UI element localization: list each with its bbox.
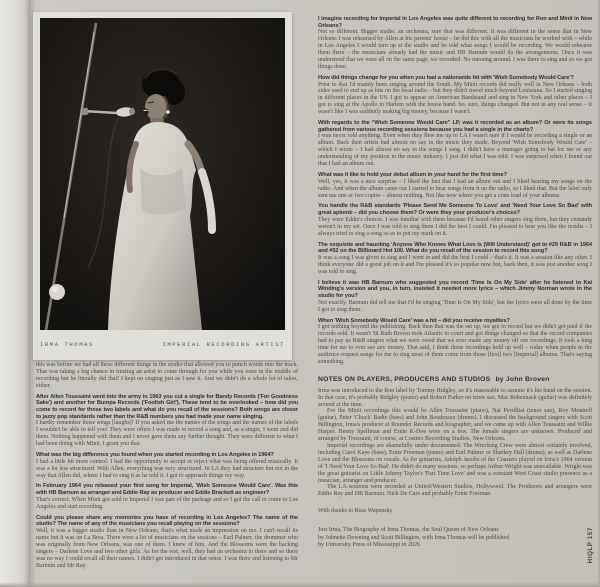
interview-left-column — [36, 362, 298, 570]
interview-question: In February 1964 you released your first song for Imperial, 'Wish Someone Would Care'. Was this with HB Barnum as arranger and Eddie Ray as producer and Eddie Brackett as engineer? — [36, 483, 298, 497]
notes-body — [318, 388, 592, 499]
catalog-number: HIQLP 157 — [587, 527, 594, 564]
interview-question: Could you please share any memories you have of recording in Los Angeles? The name of the studio? The name of any of the musicians you recall playing on the sessions? — [36, 514, 298, 528]
interview-question: How did things change for you when you had a nationwide hit with 'Wish Somebody Would Care'? — [318, 74, 574, 81]
interview-question: You handle the R&B standards 'Please Send Me Someone To Love' and 'Need Your Love So Bad' with great aplomb – did you choose them? Or were they your producer's choices? — [318, 203, 592, 217]
interview-answer: this was before we had all these different things in the studio that allowed you to punch words into the track. That was taking a big chance in trusting an artist to come through for you while you were in the middle of recording but he literally did that! I kept on singing just as I saw it. And we didn't do a whole lot of takes, either. — [36, 362, 298, 389]
book-announcement-line: by Johnette Downing and Scott Billington, with Irma Thomas will be published — [318, 534, 510, 541]
sleeve-left-edge — [0, 0, 30, 587]
stage-photo-illustration — [40, 18, 285, 330]
sleeve-bottom-edge — [0, 582, 600, 587]
interview-answer: I got nothing beyond the publishing. Back then that was the set up, we got to record but we didn't get paid if the records sold. It wasn't 'til Ruth Brown took Atlantic to court and got things changed so that the record companies had to pay us R&B singers what we were owed that we ever made any money off our recordings. It took a long time for me to ever see any money. That said, I think those recordings hold up well – today when people in the audience request songs for me to sing most of them come from those [first] two [Imperial] albums. That's saying something. — [318, 324, 592, 365]
interview-answer: Not exactly. Barnum did tell me that I'd be singing 'Time Is On My Side', but the lyrics were all done by the time I got to sing them. — [318, 299, 592, 313]
notes-section-heading — [318, 376, 592, 384]
interview-answer: Prior to that I'd mainly been singing around the South. My Minit records did really well in New Orleans – both sides used to end up as hits on the local radio – but they didn't travel much beyond Louisiana. So I started singing in different places in the US. I got to appear on American Bandstand and sing in New York and other places – I got to sing at the Apollo in Harlem with the house band. So, sure, things changed. But not in any real sense – it wasn't like I was suddenly making big money, because I wasn't. — [318, 81, 592, 116]
interview-answer: Not so different. Bigger studio, an orchestra, sure that was different. It was different in the sense that in New Orleans I was rehearsed by Allen at his parents' house – he did this with all the musicians he worked with – while in Los Angeles I would turn up at the studio and be told what songs I would be recording. We would rehearse them there – the musicians already had the music and HB Barnum would do the arrangements. Once it was understood that we were all on the same page, we recorded. No messing around. I was there to sing and so we got things done. — [318, 29, 592, 70]
interview-question: After Allen Toussaint went into the army in 1963 you cut a single for Bandy Records ('For Goodness Sake') and another for Bumpa Records ('Foolish Girl'). These tend to be overlooked – how did you come to record for those two labels and what do you recall of the sessions? Both songs are closer to jazzy pop standards rather than the R&B numbers you had made your name singing. — [36, 393, 298, 420]
photo-caption-role: IMPERIAL RECORDING ARTIST — [162, 340, 285, 348]
notes-byline: by John Broven — [495, 375, 550, 383]
photo-caption-artist: IRMA THOMAS — [40, 340, 94, 348]
interview-answer: I was never told anything. Even when they flew me up to LA I wasn't sure if I would be recording a single or an album. Back then artists had almost no say in the music they made. Beyond 'Wish Somebody Would Care' – which I wrote – I had almost no say in the songs I sang. I didn't have a manager going to bat for me or any understanding of my position in the music industry. I just did what I was told. I was surprised when I found out that I had an album out. — [318, 133, 592, 168]
interview-answer: I had a little bit more control. I had the opportunity to accept or reject what was being offered musically. It was a lot less structured. With Allen, everything was very structured. In LA they had structure but not in the way that Allen did, where I had to sing it as he told it. I got to approach things my way. — [36, 458, 298, 479]
interview-question: I believe it was HB Barnum who suggested you record 'Time Is On My Side' after he listened to Kai Winding's version and you, in turn, insisted it needed more lyrics – which Jimmy Norman wrote in the studio for you? — [318, 279, 592, 300]
thanks-note: With thanks to Russ Wapensky — [318, 508, 393, 515]
interview-answer: Well, yes, it was a nice surprise – I liked the fact that I had an album out and I liked hearing my songs on the radio. And when the album came out I started to hear songs from it on the radio, so I liked that. But the label only sent me one or two copies – almost nothing. Not like now where you get a crate load of your albums. — [318, 178, 592, 199]
interview-answer: I hardly remember those songs [laughs]! If you asked me the names of the songs and the names of the labels I wouldn't be able to tell you! They were offers I was made to record a song and, as a singer, I went and did them. Nothing happened with them and I never gave them any further thought. They were different to what I had been doing with Minit, I grant you that. — [36, 420, 298, 448]
artist-photo — [40, 18, 285, 330]
notes-paragraph: Imperial recordings are shamefully under documented. The Wrecking Crew were almost certainly involved, including Carol Kaye (bass), Ernie Freeman (piano) and Earl Palmer or Sharkey Hall (drums), as well as Darlene Love and the Blossoms on vocals. As for guitarists, Adolph Jacobs of the Coasters played on Irma's 1964 version of 'I Need Your Love So Bad'. He didn't do many sessions, so perhaps Arthur Wright was unavailable. Wright was the great guitarist on Little Johnny Taylor's 'Part Time Love' and was a constant West Coast studio presence as a musician, arranger and producer. — [318, 443, 592, 484]
interview-question: The exquisite and haunting 'Anyone Who Knows What Love Is (Will Understand)' got to #29 R&B in 1964 and #52 on the Billboard Hot 100. What do you recall of the session to record this song? — [318, 241, 592, 255]
book-announcement — [318, 527, 592, 549]
book-announcement-line: by University Press of Mississippi in 2026 — [318, 542, 421, 549]
interview-question: I imagine recording for Imperial in Los Angeles was quite different to recording for Ron and Minit in New Orleans? — [318, 16, 592, 29]
interview-answer: They were Eddie's choices. I was familiar with them because I'd heard other singers sing them, but they certainly weren't in my set. Once I was told to sing them I did the best I could. I'm pleased to hear you like the results – I always tried to sing a song so as to put my mark on it. — [318, 216, 592, 237]
notes-paragraph: Irma was introduced to the Ron label by Tommy Ridgley, so it's reasonable to assume it's his band on the session. In that case, it's probably Ridgley (piano) and Robert Parker on tenor sax. Mac Rebennack (guitar) was definitely around at the time. — [318, 387, 592, 408]
notes-paragraph: The LA sessions were recorded at United/Western Studios, Hollywood. The Producers and arrangers were Eddie Ray and HB Barnum. Nick De Caro and probably Ernie Freeman. — [318, 484, 592, 498]
book-announcement-line: Just Irma, The Biography of Irma Thomas, the Soul Queen of New Orleans — [318, 527, 499, 534]
interview-answer: It was a song I was given to sing and I went in and did the best I could – that's it. It was a session like any other. I think everyone did a good job on it and I'm pleased it's so popular now but, back then, it was just another song I was told to sing. — [318, 254, 592, 275]
artist-photo-print — [33, 12, 292, 360]
interview-question: What was it like to hold your debut album in your hand for the first time? — [318, 172, 507, 179]
photo-caption — [40, 334, 285, 354]
interview-answer: Well, it was a bigger studio than in New Orleans, that's what made an impression on me. I can't recall its name but it was on La Brea. There were a lot of musicians on the sessions – Earl Palmer, the drummer who was originally from New Orleans, was one of them. I knew of him. And the Blossoms were the backing singers – Darlene Love and two other girls. As for the rest, well, they had an orchestra in there and so there was no way I could recall all their names. I didn't get introduced in that sense. I was there and listening to Mr Barnum and Mr Ray. — [36, 528, 299, 569]
interview-answer: That's correct. When Minit got sold to Imperial I was part of the package and so I got the call to come to Los Angeles and start recording. — [36, 496, 298, 510]
interview-question: What was the big difference you found when you started recording in Los Angeles in 1964? — [36, 452, 274, 459]
interview-right-column — [318, 16, 592, 549]
notes-paragraph: For the Minit recordings this would be Allen Toussaint (piano), Nat Perrilliat (tenor sax), Roy Montrell (guitar), Peter 'Chuck' Badie (bass) and John Boudreaux (drums). I discussed the background singers with Scott Billington, Irma's producer at Rounder Records and biographer, and we came up with Allen Toussaint and Willie Harper. Benny Spellman and Ernie K-Doe were on a few. The female singers are unknown. Produced and arranged by Toussaint, of course, at Cosimo Recording Studios, New Orleans. — [318, 408, 592, 443]
interview-question: When 'Wish Somebody Would Care' was a hit – did you receive royalties? — [318, 317, 510, 324]
notes-heading-text: NOTES ON PLAYERS, PRODUCERS AND STUDIOS — [318, 375, 491, 383]
interview-question: With regards to the “Wish Someone Would Care” LP, was it recorded as an album? Or were its songs gathered from various recording sessions because you had a single in the charts? — [318, 120, 592, 133]
